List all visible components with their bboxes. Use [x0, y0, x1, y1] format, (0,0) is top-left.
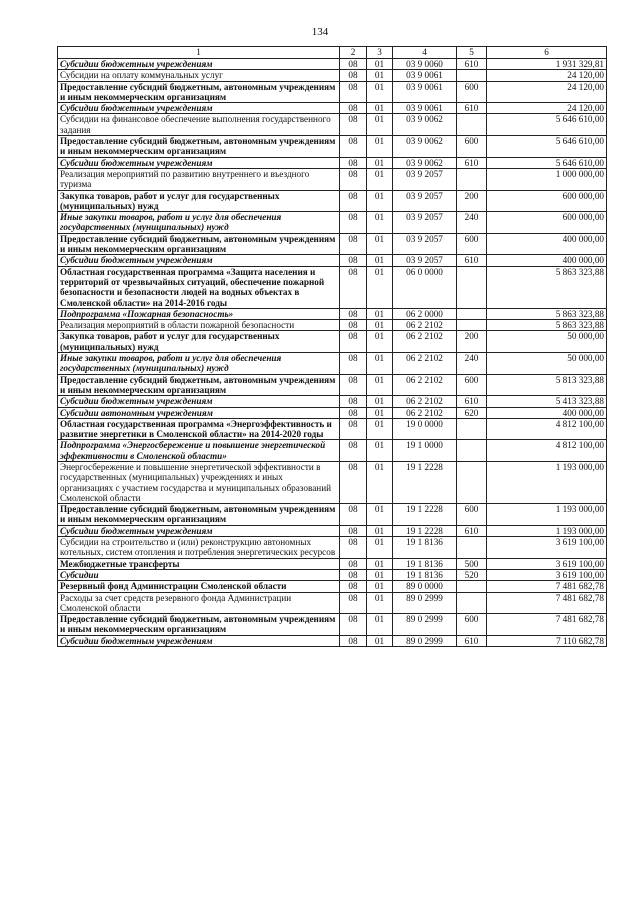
- row-amount: 400 000,00: [487, 233, 607, 255]
- row-expense-type: 610: [457, 635, 487, 646]
- table-row: [58, 59, 607, 70]
- row-amount: 5 646 610,00: [487, 114, 607, 136]
- row-expense-type: [457, 461, 487, 503]
- row-section: 08: [340, 525, 367, 536]
- row-name: Субсидии на финансовое обеспечение выполнения государственного задания: [58, 114, 340, 136]
- row-expense-type: 600: [457, 504, 487, 526]
- row-subsection: 01: [367, 592, 393, 614]
- row-name: Субсидии бюджетным учреждениям: [58, 103, 340, 114]
- row-amount: 5 863 323,88: [487, 308, 607, 319]
- row-section: 08: [340, 418, 367, 440]
- row-subsection: 01: [367, 374, 393, 396]
- row-target-article: 89 0 2999: [393, 614, 457, 636]
- row-section: 08: [340, 157, 367, 168]
- row-name: Расходы за счет средств резервного фонда Администрации Смоленской области: [58, 592, 340, 614]
- row-expense-type: 610: [457, 157, 487, 168]
- row-target-article: 89 0 2999: [393, 592, 457, 614]
- row-name: Субсидии бюджетным учреждениям: [58, 396, 340, 407]
- row-section: 08: [340, 70, 367, 81]
- row-target-article: 03 9 2057: [393, 190, 457, 212]
- table-row: [58, 461, 607, 503]
- row-section: 08: [340, 81, 367, 103]
- column-header-2: 2: [340, 47, 367, 59]
- row-target-article: 03 9 0060: [393, 59, 457, 70]
- row-target-article: 03 9 2057: [393, 233, 457, 255]
- row-subsection: 01: [367, 233, 393, 255]
- row-amount: 50 000,00: [487, 331, 607, 353]
- row-name: Реализация мероприятий по развитию внутреннего и въездного туризма: [58, 168, 340, 190]
- table-row: [58, 635, 607, 646]
- row-target-article: 06 2 2102: [393, 407, 457, 418]
- row-amount: 1 000 000,00: [487, 168, 607, 190]
- row-name: Областная государственная программа «Защита населения и территорий от чрезвычайных ситуаций, обеспечение пожарной безопасности и безопасности людей на водных объектах в Смоленской области» на 2014-2016 годы: [58, 266, 340, 308]
- row-expense-type: [457, 266, 487, 308]
- row-name: Подпрограмма «Пожарная безопасность»: [58, 308, 340, 319]
- row-name: Предоставление субсидий бюджетным, автономным учреждениям и иным некоммерческим организациям: [58, 136, 340, 158]
- row-name: Субсидии бюджетным учреждениям: [58, 157, 340, 168]
- row-name: Предоставление субсидий бюджетным, автономным учреждениям и иным некоммерческим организациям: [58, 233, 340, 255]
- row-section: 08: [340, 190, 367, 212]
- row-name: Субсидии бюджетным учреждениям: [58, 255, 340, 266]
- row-section: 08: [340, 592, 367, 614]
- row-subsection: 01: [367, 157, 393, 168]
- row-target-article: 06 2 2102: [393, 320, 457, 331]
- row-expense-type: 600: [457, 136, 487, 158]
- row-target-article: 03 9 0061: [393, 103, 457, 114]
- row-name: Субсидии на строительство и (или) реконструкцию автономных котельных, систем отопления и потребления энергетических ресурсов: [58, 537, 340, 559]
- row-target-article: 06 2 2102: [393, 331, 457, 353]
- row-subsection: 01: [367, 353, 393, 375]
- row-expense-type: 600: [457, 233, 487, 255]
- row-expense-type: 610: [457, 103, 487, 114]
- row-amount: 4 812 100,00: [487, 418, 607, 440]
- row-subsection: 01: [367, 558, 393, 569]
- row-amount: 1 193 000,00: [487, 525, 607, 536]
- row-subsection: 01: [367, 396, 393, 407]
- table-row: [58, 114, 607, 136]
- table-row: [58, 308, 607, 319]
- row-subsection: 01: [367, 614, 393, 636]
- row-subsection: 01: [367, 320, 393, 331]
- row-section: 08: [340, 168, 367, 190]
- row-target-article: 03 9 2057: [393, 212, 457, 234]
- column-header-1: 1: [58, 47, 340, 59]
- table-row: [58, 190, 607, 212]
- row-target-article: 06 0 0000: [393, 266, 457, 308]
- row-section: 08: [340, 212, 367, 234]
- row-target-article: 89 0 0000: [393, 581, 457, 592]
- row-section: 08: [340, 353, 367, 375]
- row-section: 08: [340, 59, 367, 70]
- row-target-article: 06 2 2102: [393, 353, 457, 375]
- row-name: Субсидии на оплату коммунальных услуг: [58, 70, 340, 81]
- row-amount: 400 000,00: [487, 407, 607, 418]
- row-name: Областная государственная программа «Энергоэффективность и развитие энергетики в Смоленской области» на 2014-2020 годы: [58, 418, 340, 440]
- row-target-article: 03 9 2057: [393, 168, 457, 190]
- table-row: [58, 136, 607, 158]
- row-subsection: 01: [367, 103, 393, 114]
- table-row: [58, 103, 607, 114]
- row-expense-type: 600: [457, 81, 487, 103]
- row-name: Предоставление субсидий бюджетным, автономным учреждениям и иным некоммерческим организациям: [58, 81, 340, 103]
- row-subsection: 01: [367, 331, 393, 353]
- row-amount: 4 812 100,00: [487, 440, 607, 462]
- row-amount: 5 646 610,00: [487, 136, 607, 158]
- row-amount: 50 000,00: [487, 353, 607, 375]
- row-name: Реализация мероприятий в области пожарной безопасности: [58, 320, 340, 331]
- row-amount: 1 193 000,00: [487, 461, 607, 503]
- row-expense-type: [457, 581, 487, 592]
- table-row: [58, 157, 607, 168]
- row-name: Закупка товаров, работ и услуг для государственных (муниципальных) нужд: [58, 190, 340, 212]
- row-section: 08: [340, 461, 367, 503]
- row-section: 08: [340, 569, 367, 580]
- row-amount: 5 863 323,88: [487, 266, 607, 308]
- row-amount: 7 481 682,78: [487, 592, 607, 614]
- row-expense-type: 610: [457, 59, 487, 70]
- row-expense-type: 620: [457, 407, 487, 418]
- row-target-article: 03 9 0062: [393, 114, 457, 136]
- table-row: [58, 558, 607, 569]
- table-row: [58, 331, 607, 353]
- row-subsection: 01: [367, 440, 393, 462]
- row-subsection: 01: [367, 418, 393, 440]
- row-amount: 24 120,00: [487, 70, 607, 81]
- row-section: 08: [340, 537, 367, 559]
- row-amount: 24 120,00: [487, 103, 607, 114]
- row-section: 08: [340, 255, 367, 266]
- row-name: Межбюджетные трансферты: [58, 558, 340, 569]
- table-row: [58, 168, 607, 190]
- row-section: 08: [340, 320, 367, 331]
- row-amount: 7 110 682,78: [487, 635, 607, 646]
- table-row: [58, 581, 607, 592]
- row-expense-type: [457, 418, 487, 440]
- row-section: 08: [340, 374, 367, 396]
- row-amount: 7 481 682,78: [487, 581, 607, 592]
- row-amount: 5 413 323,88: [487, 396, 607, 407]
- row-name: Предоставление субсидий бюджетным, автономным учреждениям и иным некоммерческим организациям: [58, 614, 340, 636]
- row-name: Предоставление субсидий бюджетным, автономным учреждениям и иным некоммерческим организациям: [58, 374, 340, 396]
- row-expense-type: 500: [457, 558, 487, 569]
- row-target-article: 19 1 2228: [393, 504, 457, 526]
- row-subsection: 01: [367, 461, 393, 503]
- row-expense-type: 600: [457, 614, 487, 636]
- row-subsection: 01: [367, 266, 393, 308]
- row-expense-type: 200: [457, 331, 487, 353]
- row-expense-type: [457, 320, 487, 331]
- row-expense-type: [457, 308, 487, 319]
- row-section: 08: [340, 308, 367, 319]
- table-row: [58, 569, 607, 580]
- row-section: 08: [340, 136, 367, 158]
- table-row: [58, 266, 607, 308]
- table-row: [58, 70, 607, 81]
- row-subsection: 01: [367, 190, 393, 212]
- row-expense-type: 240: [457, 212, 487, 234]
- row-name: Субсидии автономным учреждениям: [58, 407, 340, 418]
- row-subsection: 01: [367, 136, 393, 158]
- row-name: Субсидии: [58, 569, 340, 580]
- row-name: Субсидии бюджетным учреждениям: [58, 525, 340, 536]
- row-section: 08: [340, 396, 367, 407]
- row-subsection: 01: [367, 581, 393, 592]
- budget-table: [57, 46, 607, 647]
- table-row: [58, 81, 607, 103]
- row-name: Подпрограмма «Энергосбережение и повышение энергетической эффективности в Смоленской области»: [58, 440, 340, 462]
- row-target-article: 06 2 2102: [393, 374, 457, 396]
- row-subsection: 01: [367, 525, 393, 536]
- row-subsection: 01: [367, 537, 393, 559]
- table-row: [58, 353, 607, 375]
- row-amount: 600 000,00: [487, 212, 607, 234]
- table-row: [58, 212, 607, 234]
- table-row: [58, 525, 607, 536]
- row-subsection: 01: [367, 569, 393, 580]
- row-target-article: 19 1 0000: [393, 440, 457, 462]
- row-amount: 1 193 000,00: [487, 504, 607, 526]
- table-row: [58, 233, 607, 255]
- row-amount: 5 863 323,88: [487, 320, 607, 331]
- row-target-article: 03 9 0061: [393, 70, 457, 81]
- row-subsection: 01: [367, 255, 393, 266]
- row-expense-type: 240: [457, 353, 487, 375]
- row-subsection: 01: [367, 168, 393, 190]
- row-target-article: 19 0 0000: [393, 418, 457, 440]
- row-name: Предоставление субсидий бюджетным, автономным учреждениям и иным некоммерческим организациям: [58, 504, 340, 526]
- row-section: 08: [340, 266, 367, 308]
- row-target-article: 19 1 2228: [393, 461, 457, 503]
- column-header-5: 5: [457, 47, 487, 59]
- table-row: [58, 537, 607, 559]
- row-section: 08: [340, 558, 367, 569]
- row-section: 08: [340, 331, 367, 353]
- column-header-3: 3: [367, 47, 393, 59]
- row-amount: 3 619 100,00: [487, 569, 607, 580]
- row-amount: 3 619 100,00: [487, 558, 607, 569]
- row-expense-type: 610: [457, 396, 487, 407]
- row-subsection: 01: [367, 70, 393, 81]
- row-expense-type: [457, 70, 487, 81]
- row-expense-type: 520: [457, 569, 487, 580]
- row-name: Иные закупки товаров, работ и услуг для обеспечения государственных (муниципальных) нужд: [58, 212, 340, 234]
- header-row: [58, 47, 607, 59]
- row-name: Иные закупки товаров, работ и услуг для обеспечения государственных (муниципальных) нужд: [58, 353, 340, 375]
- row-subsection: 01: [367, 212, 393, 234]
- row-target-article: 89 0 2999: [393, 635, 457, 646]
- row-expense-type: [457, 168, 487, 190]
- row-subsection: 01: [367, 308, 393, 319]
- row-name: Субсидии бюджетным учреждениям: [58, 59, 340, 70]
- row-expense-type: 200: [457, 190, 487, 212]
- row-section: 08: [340, 635, 367, 646]
- row-expense-type: [457, 537, 487, 559]
- row-section: 08: [340, 114, 367, 136]
- table-header: [58, 47, 607, 59]
- row-target-article: 19 1 8136: [393, 558, 457, 569]
- column-header-4: 4: [393, 47, 457, 59]
- row-section: 08: [340, 407, 367, 418]
- row-expense-type: 600: [457, 374, 487, 396]
- row-subsection: 01: [367, 81, 393, 103]
- table-row: [58, 320, 607, 331]
- row-name: Энергосбережение и повышение энергетической эффективности в государственных (муниципальных) учреждениях и иных организациях с участием государства и муниципальных образований Смоленской области: [58, 461, 340, 503]
- row-amount: 1 931 329,81: [487, 59, 607, 70]
- table-row: [58, 504, 607, 526]
- row-expense-type: [457, 114, 487, 136]
- table-row: [58, 396, 607, 407]
- row-target-article: 06 2 2102: [393, 396, 457, 407]
- table-row: [58, 614, 607, 636]
- row-target-article: 03 9 2057: [393, 255, 457, 266]
- table-row: [58, 418, 607, 440]
- row-amount: 7 481 682,78: [487, 614, 607, 636]
- row-expense-type: 610: [457, 525, 487, 536]
- row-amount: 400 000,00: [487, 255, 607, 266]
- table-row: [58, 407, 607, 418]
- row-amount: 5 813 323,88: [487, 374, 607, 396]
- row-target-article: 19 1 8136: [393, 537, 457, 559]
- row-subsection: 01: [367, 59, 393, 70]
- row-target-article: 06 2 0000: [393, 308, 457, 319]
- row-section: 08: [340, 581, 367, 592]
- row-section: 08: [340, 614, 367, 636]
- row-expense-type: [457, 592, 487, 614]
- page-number: 134: [311, 26, 329, 38]
- row-subsection: 01: [367, 407, 393, 418]
- row-target-article: 03 9 0061: [393, 81, 457, 103]
- row-target-article: 03 9 0062: [393, 136, 457, 158]
- table-row: [58, 592, 607, 614]
- row-name: Резервный фонд Администрации Смоленской области: [58, 581, 340, 592]
- row-section: 08: [340, 103, 367, 114]
- row-expense-type: 610: [457, 255, 487, 266]
- row-subsection: 01: [367, 635, 393, 646]
- row-subsection: 01: [367, 504, 393, 526]
- row-section: 08: [340, 233, 367, 255]
- table-row: [58, 255, 607, 266]
- table-row: [58, 440, 607, 462]
- row-target-article: 03 9 0062: [393, 157, 457, 168]
- row-target-article: 19 1 8136: [393, 569, 457, 580]
- table-body: [58, 59, 607, 647]
- row-target-article: 19 1 2228: [393, 525, 457, 536]
- column-header-6: 6: [487, 47, 607, 59]
- row-expense-type: [457, 440, 487, 462]
- row-amount: 3 619 100,00: [487, 537, 607, 559]
- row-subsection: 01: [367, 114, 393, 136]
- row-name: Субсидии бюджетным учреждениям: [58, 635, 340, 646]
- table-row: [58, 374, 607, 396]
- row-amount: 24 120,00: [487, 81, 607, 103]
- row-amount: 5 646 610,00: [487, 157, 607, 168]
- row-name: Закупка товаров, работ и услуг для государственных (муниципальных) нужд: [58, 331, 340, 353]
- row-section: 08: [340, 440, 367, 462]
- row-section: 08: [340, 504, 367, 526]
- row-amount: 600 000,00: [487, 190, 607, 212]
